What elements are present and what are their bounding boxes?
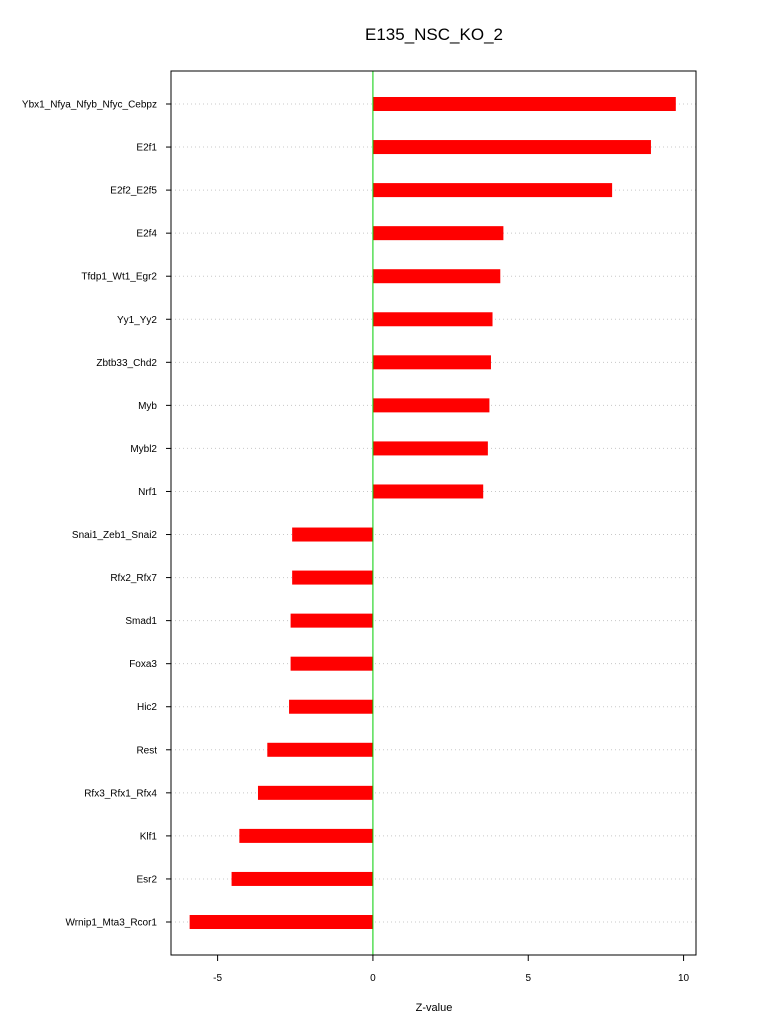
y-tick-label: Tfdp1_Wt1_Egr2 [81, 271, 157, 283]
bar [373, 183, 612, 197]
bar [258, 786, 373, 800]
y-tick-label: Yy1_Yy2 [116, 314, 157, 326]
bar [267, 743, 373, 757]
bar [190, 915, 373, 929]
y-tick-label: Zbtb33_Chd2 [96, 357, 157, 369]
bar [373, 441, 488, 455]
bar [373, 484, 483, 498]
bar [373, 312, 493, 326]
x-tick-label: -5 [213, 973, 223, 984]
y-tick-label: Esr2 [136, 874, 157, 886]
y-tick-label: E2f2_E2f5 [110, 185, 157, 197]
y-tick-label: Nrf1 [138, 486, 157, 498]
y-tick-label: Ybx1_Nfya_Nfyb_Nfyc_Cebpz [21, 99, 157, 111]
plot-frame [171, 71, 696, 955]
x-tick-label: 0 [370, 973, 376, 984]
y-tick-label: Smad1 [125, 616, 157, 628]
bar [291, 614, 373, 628]
bar [373, 140, 651, 154]
y-tick-labels [22, 100, 171, 929]
y-tick-label: Klf1 [139, 831, 157, 843]
bar [373, 226, 503, 240]
y-tick-label: E2f4 [136, 228, 157, 240]
bar [232, 872, 373, 886]
bar [292, 571, 373, 585]
y-tick-label: Rest [136, 745, 157, 757]
bar [373, 355, 491, 369]
bar [289, 700, 373, 714]
y-tick-label: Hic2 [136, 702, 157, 714]
y-tick-label: Snai1_Zeb1_Snai2 [71, 530, 157, 542]
bar [292, 528, 373, 542]
y-tick-label: Rfx3_Rfx1_Rfx4 [84, 788, 157, 800]
y-tick-label: Myb [138, 400, 157, 412]
y-tick-label: Wrnip1_Mta3_Rcor1 [65, 917, 157, 929]
y-tick-label: E2f1 [136, 142, 157, 154]
bar [373, 398, 489, 412]
bar [373, 97, 676, 111]
x-tick-label: 5 [525, 973, 532, 984]
bar [373, 269, 500, 283]
x-axis [213, 955, 689, 984]
y-tick-label: Rfx2_Rfx7 [110, 573, 157, 585]
y-tick-label: Mybl2 [130, 443, 157, 455]
x-axis-title: Z-value [415, 1002, 453, 1014]
bars [190, 97, 676, 929]
chart-title: E135_NSC_KO_2 [365, 25, 503, 44]
bar [291, 657, 373, 671]
bar [239, 829, 373, 843]
x-tick-label: 10 [678, 973, 690, 984]
y-tick-label: Foxa3 [129, 659, 157, 671]
